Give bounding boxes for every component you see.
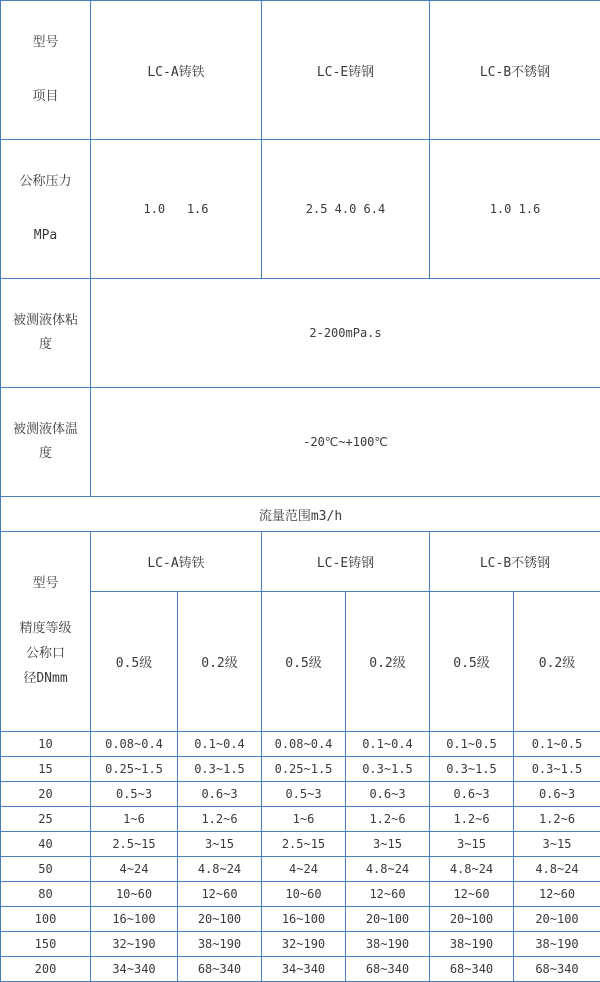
flow-value-cell: 0.5~3	[91, 782, 178, 807]
flow-value-cell: 1~6	[91, 807, 178, 832]
flow-model-label: 型号	[1, 560, 90, 603]
flow-value-cell: 38~190	[430, 932, 514, 957]
model-header-lcb: LC-B不锈钢	[430, 1, 600, 140]
viscosity-label: 被测液体粘度	[11, 309, 81, 357]
temperature-value-cell: -20℃~+100℃	[91, 388, 600, 497]
flow-value-cell: 68~340	[178, 957, 262, 982]
pressure-row	[1, 140, 600, 279]
accuracy-cell-lce-02: 0.2级	[346, 592, 430, 732]
flow-value-cell: 12~60	[346, 882, 430, 907]
flow-value-cell: 3~15	[514, 832, 600, 857]
flow-data-row	[1, 857, 600, 882]
flow-range-banner: 流量范围m3/h	[1, 497, 600, 532]
flow-value-cell: 38~190	[178, 932, 262, 957]
flow-value-cell: 0.08~0.4	[262, 732, 346, 757]
corner-line-item: 项目	[3, 85, 88, 109]
flow-value-cell: 3~15	[430, 832, 514, 857]
flow-value-cell: 20~100	[430, 907, 514, 932]
accuracy-cell-lcb-02: 0.2级	[514, 592, 600, 732]
flow-value-cell: 4.8~24	[178, 857, 262, 882]
dn-cell: 25	[1, 807, 91, 832]
flow-value-cell: 4~24	[91, 857, 178, 882]
flow-value-cell: 4.8~24	[514, 857, 600, 882]
flow-value-cell: 0.3~1.5	[346, 757, 430, 782]
dn-cell: 50	[1, 857, 91, 882]
flow-left-line-2: 公称口	[26, 641, 65, 666]
flow-value-cell: 68~340	[346, 957, 430, 982]
flow-accuracy-dn-label	[1, 603, 90, 703]
flow-value-cell: 0.6~3	[514, 782, 600, 807]
dn-cell: 150	[1, 932, 91, 957]
flow-data-row	[1, 882, 600, 907]
flow-data-row	[1, 782, 600, 807]
model-header-lce: LC-E铸钢	[262, 1, 430, 140]
flow-value-cell: 2.5~15	[91, 832, 178, 857]
flow-model-header-lce: LC-E铸钢	[262, 532, 430, 592]
flow-value-cell: 12~60	[514, 882, 600, 907]
dn-cell: 20	[1, 782, 91, 807]
temperature-row	[1, 388, 600, 497]
flow-value-cell: 0.25~1.5	[91, 757, 178, 782]
accuracy-cell-lca-02: 0.2级	[178, 592, 262, 732]
flow-value-cell: 68~340	[514, 957, 600, 982]
flow-value-cell: 68~340	[430, 957, 514, 982]
dn-cell: 40	[1, 832, 91, 857]
pressure-label-cell	[1, 140, 91, 279]
flow-value-cell: 38~190	[346, 932, 430, 957]
flow-value-cell: 20~100	[514, 907, 600, 932]
flow-left-header	[1, 560, 90, 703]
pressure-value-lce: 2.5 4.0 6.4	[262, 140, 430, 279]
flow-model-header-lcb: LC-B不锈钢	[430, 532, 600, 592]
viscosity-value-cell: 2-200mPa.s	[91, 279, 600, 388]
corner-line-model: 型号	[3, 31, 88, 55]
flow-left-line-3: 径DNmm	[23, 666, 67, 691]
flow-value-cell: 34~340	[262, 957, 346, 982]
flow-value-cell: 12~60	[430, 882, 514, 907]
flow-value-cell: 3~15	[178, 832, 262, 857]
corner-cell	[1, 1, 91, 140]
flow-value-cell: 0.08~0.4	[91, 732, 178, 757]
flow-model-header-row	[1, 532, 600, 592]
flow-value-cell: 4.8~24	[430, 857, 514, 882]
flow-value-cell: 3~15	[346, 832, 430, 857]
temperature-label: 被测液体温度	[11, 418, 81, 466]
flow-value-cell: 16~100	[91, 907, 178, 932]
flow-value-cell: 0.25~1.5	[262, 757, 346, 782]
flow-value-cell: 38~190	[514, 932, 600, 957]
flow-model-header-lca: LC-A铸铁	[91, 532, 262, 592]
flow-data-row	[1, 757, 600, 782]
flow-value-cell: 12~60	[178, 882, 262, 907]
flow-value-cell: 0.6~3	[430, 782, 514, 807]
flow-value-cell: 1~6	[262, 807, 346, 832]
flow-data-row	[1, 957, 600, 982]
flow-value-cell: 4.8~24	[346, 857, 430, 882]
dn-cell: 200	[1, 957, 91, 982]
flow-data-row	[1, 732, 600, 757]
pressure-unit: MPa	[3, 224, 88, 248]
flow-data-row	[1, 832, 600, 857]
flow-data-row	[1, 907, 600, 932]
flow-value-cell: 4~24	[262, 857, 346, 882]
flow-value-cell: 0.6~3	[346, 782, 430, 807]
flow-value-cell: 0.3~1.5	[514, 757, 600, 782]
flow-value-cell: 10~60	[262, 882, 346, 907]
flow-data-row	[1, 807, 600, 832]
flow-value-cell: 1.2~6	[430, 807, 514, 832]
dn-cell: 100	[1, 907, 91, 932]
accuracy-cell-lcb-05: 0.5级	[430, 592, 514, 732]
flow-value-cell: 1.2~6	[178, 807, 262, 832]
model-header-row	[1, 1, 600, 140]
viscosity-row	[1, 279, 600, 388]
viscosity-label-cell	[1, 279, 91, 388]
flow-range-banner-row	[1, 497, 600, 532]
flow-value-cell: 34~340	[91, 957, 178, 982]
flow-value-cell: 0.3~1.5	[430, 757, 514, 782]
flow-value-cell: 16~100	[262, 907, 346, 932]
flow-value-cell: 0.1~0.5	[514, 732, 600, 757]
flow-value-cell: 10~60	[91, 882, 178, 907]
flow-value-cell: 0.1~0.4	[178, 732, 262, 757]
pressure-value-lcb: 1.0 1.6	[430, 140, 600, 279]
dn-cell: 80	[1, 882, 91, 907]
flow-value-cell: 20~100	[346, 907, 430, 932]
pressure-label: 公称压力	[3, 170, 88, 194]
flow-value-cell: 0.3~1.5	[178, 757, 262, 782]
accuracy-cell-lca-05: 0.5级	[91, 592, 178, 732]
flow-value-cell: 2.5~15	[262, 832, 346, 857]
flow-value-cell: 32~190	[262, 932, 346, 957]
pressure-value-lca: 1.0 1.6	[91, 140, 262, 279]
flow-value-cell: 1.2~6	[514, 807, 600, 832]
accuracy-cell-lce-05: 0.5级	[262, 592, 346, 732]
model-header-lca: LC-A铸铁	[91, 1, 262, 140]
dn-cell: 15	[1, 757, 91, 782]
accuracy-class-row	[1, 592, 600, 732]
flow-left-line-1: 精度等级	[19, 616, 71, 641]
flow-value-cell: 0.6~3	[178, 782, 262, 807]
flow-value-cell: 32~190	[91, 932, 178, 957]
flow-value-cell: 1.2~6	[346, 807, 430, 832]
flow-value-cell: 0.1~0.5	[430, 732, 514, 757]
temperature-label-cell	[1, 388, 91, 497]
dn-cell: 10	[1, 732, 91, 757]
flow-data-row	[1, 932, 600, 957]
flow-value-cell: 0.5~3	[262, 782, 346, 807]
flow-value-cell: 20~100	[178, 907, 262, 932]
flow-value-cell: 0.1~0.4	[346, 732, 430, 757]
flow-left-header-cell	[1, 532, 91, 732]
